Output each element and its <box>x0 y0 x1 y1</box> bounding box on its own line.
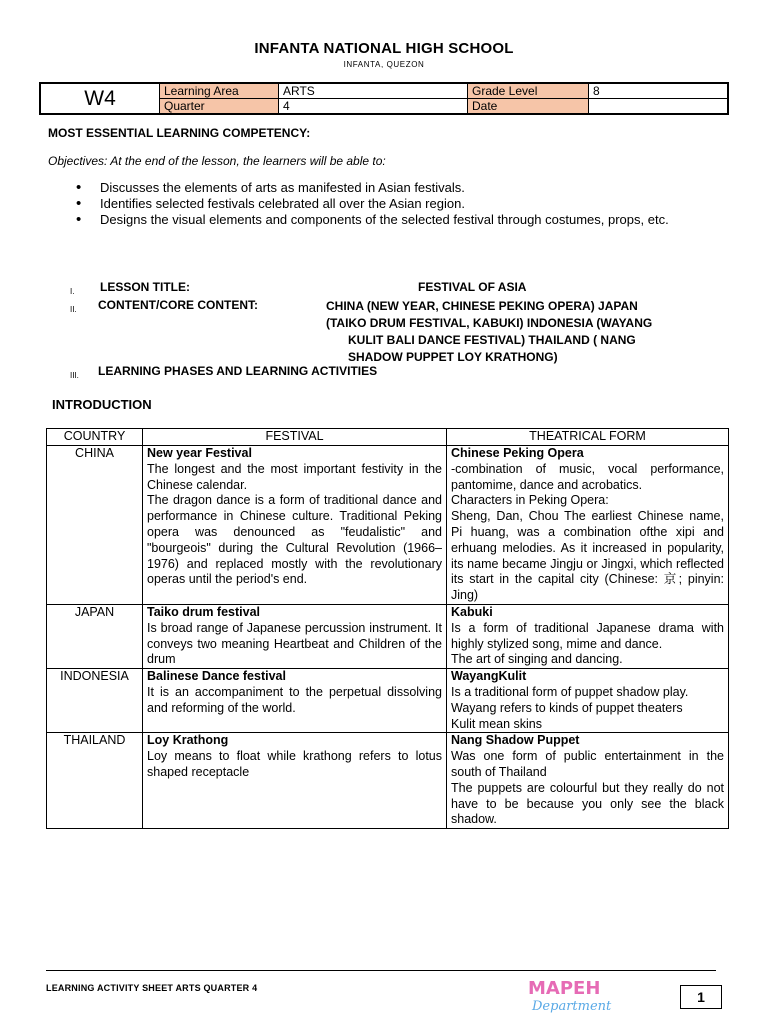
logo-department-text: Department <box>532 999 612 1014</box>
date-value <box>589 99 729 115</box>
festival-text: It is an accompaniment to the perpetual dissolving and reforming of the world. <box>147 684 442 715</box>
country-cell: CHINA <box>47 446 143 605</box>
header-info-table <box>39 82 729 115</box>
festival-text: The dragon dance is a form of traditional dance and performance in Chinese culture. Traditional Peking opera was denounced as "feudalistic" and "bourgeois" during the Cultural Revolution (1966–1976) and replaced mostly with the revolutionary operas until the period's end. <box>147 493 442 587</box>
country-cell: JAPAN <box>47 604 143 668</box>
quarter-label: Quarter <box>160 99 279 115</box>
festival-cell <box>143 733 447 829</box>
column-header: COUNTRY <box>47 429 143 446</box>
country-cell: INDONESIA <box>47 669 143 733</box>
grade-level-value: 8 <box>589 83 729 99</box>
objective-item: • Identifies selected festivals celebrated all over the Asian region. <box>48 196 728 212</box>
country-cell: THAILAND <box>47 733 143 829</box>
school-location: INFANTA, QUEZON <box>343 60 425 69</box>
section-2-number: II. <box>70 305 77 314</box>
footer-text: LEARNING ACTIVITY SHEET ARTS QUARTER 4 <box>46 983 258 993</box>
theatrical-cell <box>447 733 729 829</box>
theatrical-text: Characters in Peking Opera: <box>451 493 609 508</box>
festival-title: Taiko drum festival <box>147 604 260 619</box>
page-number: 1 <box>680 985 722 1009</box>
festival-title: Loy Krathong <box>147 733 229 748</box>
table-row <box>47 733 729 829</box>
table-row <box>47 446 729 605</box>
theatrical-text: The art of singing and dancing. <box>451 652 623 667</box>
week-label: W4 <box>40 83 160 114</box>
theatrical-text: Kulit mean skins <box>451 716 543 731</box>
festival-table <box>46 428 729 829</box>
logo-mapeh-letters: MAPEH <box>528 978 601 999</box>
table-header-row <box>47 429 729 446</box>
column-header: FESTIVAL <box>143 429 447 446</box>
festival-title: Balinese Dance festival <box>147 669 286 684</box>
theatrical-cell <box>447 604 729 668</box>
column-header: THEATRICAL FORM <box>447 429 729 446</box>
objectives-list <box>48 180 728 228</box>
date-label: Date <box>468 99 589 115</box>
theatrical-text: Is a form of traditional Japanese drama with highly stylized song, mime and dance. <box>451 620 724 651</box>
footer-divider <box>46 970 716 971</box>
theatrical-cell <box>447 446 729 605</box>
theatrical-text: The puppets are colourful but they really do not have to be because you only see the black shadow. <box>451 780 724 827</box>
theatrical-text: Was one form of public entertainment in the south of Thailand <box>451 749 724 779</box>
lesson-title-value: FESTIVAL OF ASIA <box>418 280 527 294</box>
learning-area-label: Learning Area <box>160 83 279 99</box>
festival-cell <box>143 669 447 733</box>
festival-cell <box>143 446 447 605</box>
festival-title: New year Festival <box>147 446 252 460</box>
objectives-intro: Objectives: At the end of the lesson, the learners will be able to: <box>48 154 386 168</box>
theatrical-cell <box>447 669 729 733</box>
lesson-title-label: LESSON TITLE: <box>100 280 190 294</box>
objective-item: • Designs the visual elements and components of the selected festival through costumes, props, etc. <box>48 212 728 228</box>
theatrical-title: Chinese Peking Opera <box>451 446 584 460</box>
introduction-heading: INTRODUCTION <box>52 397 152 412</box>
learning-area-value: ARTS <box>279 83 468 99</box>
content-line: KULIT BALI DANCE FESTIVAL) THAILAND ( NANG <box>348 333 636 347</box>
melc-heading: MOST ESSENTIAL LEARNING COMPETENCY: <box>48 126 311 140</box>
theatrical-text: Wayang refers to kinds of puppet theaters <box>451 700 683 715</box>
mapeh-department-logo <box>522 976 652 1016</box>
section-3-number: III. <box>70 371 79 380</box>
theatrical-text: Sheng, Dan, Chou The earliest Chinese name, Pi huang, was a combination ofthe xipi and erhuang melodies. As it increased in popularity, its name became Jingju or Jingxi, which reflected its start in the capital city (Chinese: 京; pinyin: Jing) <box>451 509 724 603</box>
festival-text: Is broad range of Japanese percussion instrument. It conveys two meaning Heartbeat and Children of the drum <box>147 620 442 667</box>
theatrical-title: WayangKulit <box>451 669 527 684</box>
theatrical-text: Is a traditional form of puppet shadow play. <box>451 684 689 699</box>
school-name: INFANTA NATIONAL HIGH SCHOOL <box>254 40 514 57</box>
theatrical-title: Nang Shadow Puppet <box>451 733 580 748</box>
grade-level-label: Grade Level <box>468 83 589 99</box>
festival-cell <box>143 604 447 668</box>
content-label: CONTENT/CORE CONTENT: <box>98 298 258 312</box>
learning-phases-label: LEARNING PHASES AND LEARNING ACTIVITIES <box>98 364 378 378</box>
theatrical-text: -combination of music, vocal performance, pantomime, dance and acrobatics. <box>451 461 724 492</box>
festival-text: Loy means to float while krathong refers to lotus shaped receptacle <box>147 749 442 779</box>
content-value <box>326 298 706 366</box>
table-row <box>47 604 729 668</box>
content-line: CHINA (NEW YEAR, CHINESE PEKING OPERA) JAPAN <box>326 299 638 313</box>
objective-item: • Discusses the elements of arts as manifested in Asian festivals. <box>48 180 728 196</box>
festival-text: The longest and the most important festivity in the Chinese calendar. <box>147 461 442 492</box>
section-1-number: I. <box>70 287 75 296</box>
quarter-value: 4 <box>279 99 468 115</box>
content-line: (TAIKO DRUM FESTIVAL, KABUKI) INDONESIA (WAYANG <box>326 316 653 330</box>
table-row <box>47 669 729 733</box>
theatrical-title: Kabuki <box>451 604 493 619</box>
content-line: SHADOW PUPPET LOY KRATHONG) <box>348 350 558 364</box>
